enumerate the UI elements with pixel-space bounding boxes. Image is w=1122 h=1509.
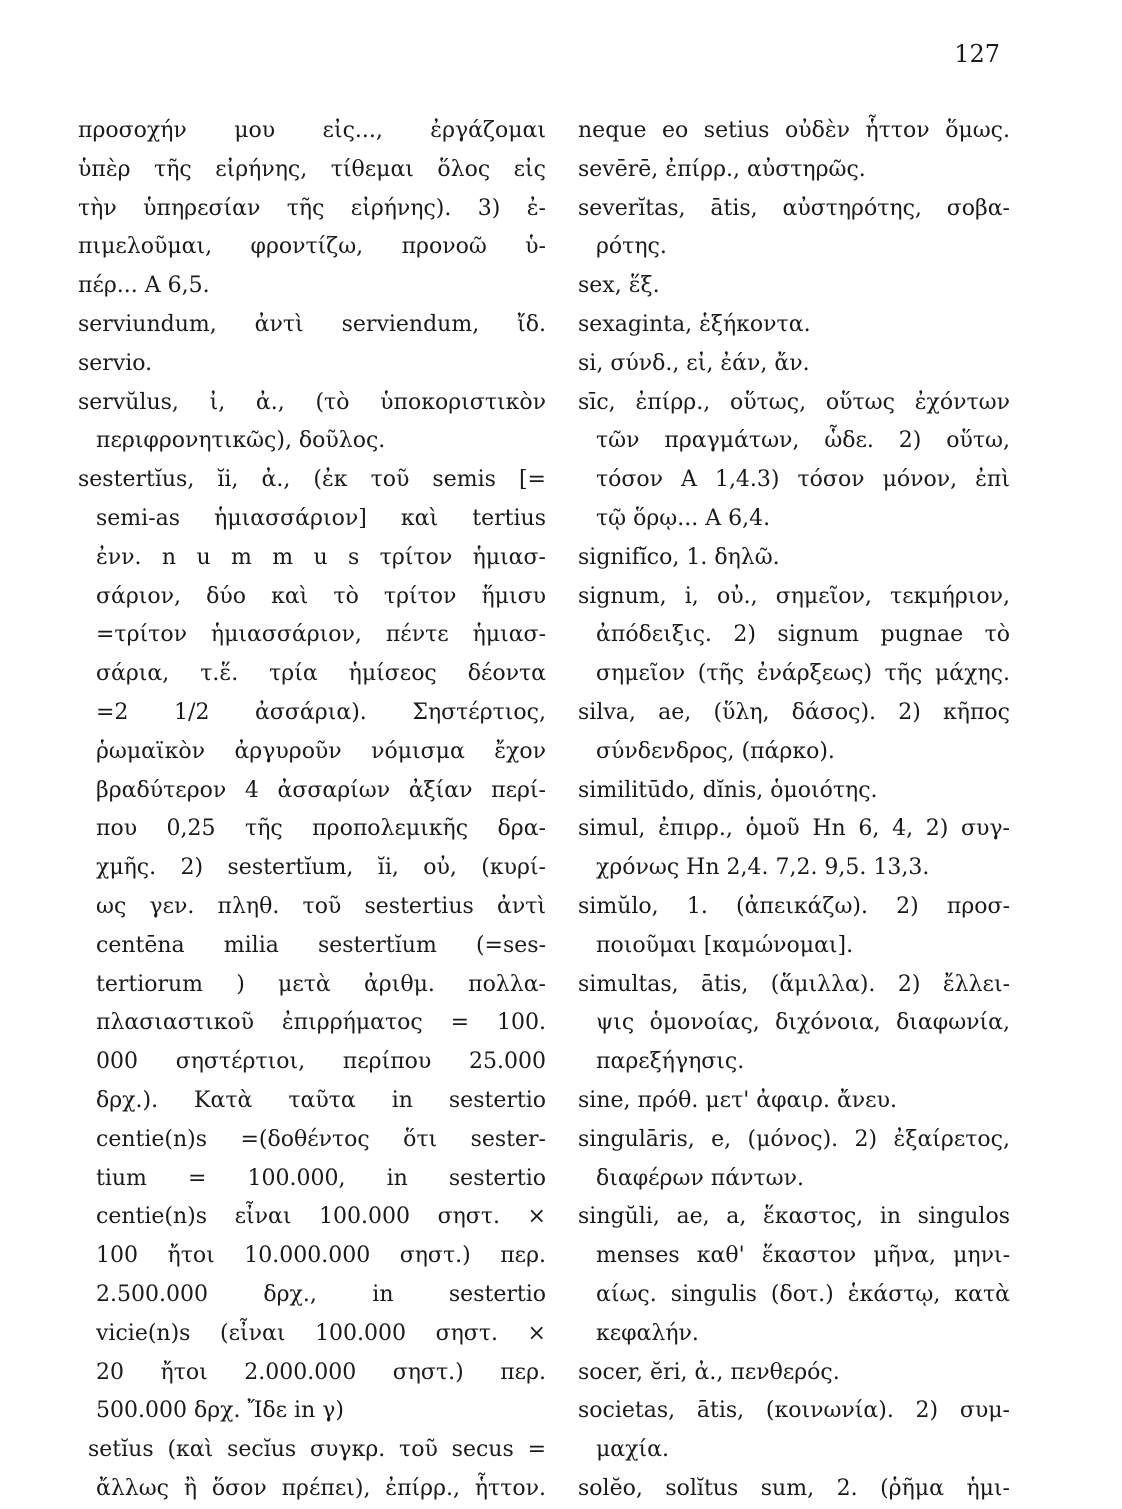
right-line-26: sine, πρόθ. μετ' ἀφαιρ. ἄνευ.	[578, 1087, 897, 1113]
right-line-21: simŭlo, 1. (ἀπεικάζω). 2) προσ-	[578, 893, 1010, 919]
left-line-20: χμῆς. 2) sestertĭum, ĭi, οὐ, (κυρί-	[96, 855, 546, 881]
right-line-14: ἀπόδειξις. 2) signum pugnae τὸ	[596, 622, 1010, 648]
right-line-30: menses καθ' ἕκαστον μῆνα, μηνι-	[596, 1243, 1010, 1269]
right-line-5: sex, ἕξ.	[578, 273, 660, 299]
left-line-8: servŭlus, ἰ, ἀ., (τὸ ὑποκοριστικὸν	[78, 389, 546, 415]
right-line-32: κεφαλήν.	[596, 1320, 699, 1346]
left-line-17: ῥωμαϊκὸν ἀργυροῦν νόμισμα ἔχον	[96, 738, 546, 764]
right-line-24: ψις ὁμονοίας, διχόνοια, διαφωνία,	[596, 1010, 1010, 1036]
left-line-9: περιφρονητικῶς), δοῦλος.	[96, 428, 386, 454]
left-line-22: centēna milia sestertĭum (=ses-	[96, 932, 546, 958]
right-line-20: χρόνως Ηn 2,4. 7,2. 9,5. 13,3.	[596, 855, 930, 881]
left-line-6: serviundum, ἀντὶ serviendum, ἴδ.	[78, 311, 546, 337]
left-line-23: tertiorum ) μετὰ ἀριθμ. πολλα-	[96, 971, 546, 997]
left-line-32: vicie(n)s (εἶναι 100.000 σηστ. ×	[96, 1320, 546, 1346]
left-line-7: servio.	[78, 350, 153, 376]
right-line-11: τῷ ὅρῳ... Α 6,4.	[596, 505, 771, 531]
right-line-34: societas, ātis, (κοινωνία). 2) συμ-	[578, 1398, 1010, 1424]
right-line-8: sīc, ἐπίρρ., οὕτως, οὕτως ἐχόντων	[578, 389, 1010, 415]
left-line-4: πιμελοῦμαι, φροντίζω, προνοῶ ὑ-	[78, 234, 546, 260]
left-line-35: setĭus (καὶ secĭus συγκρ. τοῦ secus =	[88, 1437, 546, 1463]
right-line-29: singŭli, ae, a, ἕκαστος, in singulos	[578, 1204, 1010, 1230]
right-line-10: τόσον Α 1,4.3) τόσον μόνον, ἐπὶ	[596, 467, 1010, 493]
right-line-19: simul, ἐπιρρ., ὁμοῦ Ηn 6, 4, 2) συγ-	[578, 816, 1010, 842]
right-line-36: solĕo, solĭtus sum, 2. (ῥῆμα ἡμι-	[578, 1475, 1010, 1501]
left-line-36: ἄλλως ἢ ὅσον πρέπει), ἐπίρρ., ἧττον.	[96, 1475, 546, 1501]
left-line-19: που 0,25 τῆς προπολεμικῆς δρα-	[96, 816, 546, 842]
right-line-12: signifĭco, 1. δηλῶ.	[578, 544, 780, 570]
left-line-3: τὴν ὑπηρεσίαν τῆς εἰρήνης). 3) ἐ-	[78, 195, 546, 221]
left-line-21: ως γεν. πληθ. τοῦ sestertius ἀντὶ	[96, 893, 546, 919]
right-line-3: severĭtas, ātis, αὐστηρότης, σοβα-	[578, 195, 1010, 221]
right-line-13: signum, i, οὐ., σημεῖον, τεκμήριον,	[578, 583, 1010, 609]
page-number: 127	[954, 40, 1000, 68]
right-line-7: si, σύνδ., εἰ, ἐάν, ἄν.	[578, 350, 810, 376]
right-line-28: διαφέρων πάντων.	[596, 1165, 804, 1191]
left-line-18: βραδύτερον 4 ἀσσαρίων ἀξίαν περί-	[96, 777, 546, 803]
left-line-11: semi-as ἡμιασσάριον] καὶ tertius	[96, 505, 546, 531]
right-line-9: τῶν πραγμάτων, ὧδε. 2) οὕτω,	[596, 428, 1010, 454]
right-line-17: σύνδενδρος, (πάρκο).	[596, 738, 835, 764]
right-line-4: ρότης.	[596, 234, 667, 260]
left-line-26: δρχ.). Κατὰ ταῦτα in sestertio	[96, 1087, 546, 1113]
left-line-29: centie(n)s εἶναι 100.000 σηστ. ×	[96, 1204, 546, 1230]
left-line-25: 000 σηστέρτιοι, περίπου 25.000	[96, 1049, 546, 1075]
right-column	[578, 112, 1010, 1509]
right-line-31: αίως. singulis (δοτ.) ἑκάστῳ, κατὰ	[596, 1281, 1010, 1307]
right-line-35: μαχία.	[596, 1437, 669, 1463]
left-line-13: σάριον, δύο καὶ τὸ τρίτον ἥμισυ	[96, 583, 546, 609]
left-line-5: πέρ... Α 6,5.	[78, 273, 210, 299]
left-line-15: σάρια, τ.ἕ. τρία ἡμίσεος δέοντα	[96, 661, 546, 687]
right-line-6: sexaginta, ἑξήκοντα.	[578, 311, 811, 337]
right-line-27: singulāris, e, (μόνος). 2) ἐξαίρετος,	[578, 1126, 1010, 1152]
left-line-16: =2 1/2 ἀσσάρια). Σηστέρτιος,	[96, 699, 546, 725]
right-line-15: σημεῖον (τῆς ἐνάρξεως) τῆς μάχης.	[596, 661, 1010, 687]
left-line-14: =τρίτον ἡμιασσάριον, πέντε ἡμιασ-	[96, 622, 546, 648]
left-line-28: tium = 100.000, in sestertio	[96, 1165, 546, 1191]
right-line-16: silva, ae, (ὕλη, δάσος). 2) κῆπος	[578, 699, 1010, 725]
left-line-24: πλασιαστικοῦ ἐπιρρήματος = 100.	[96, 1010, 546, 1036]
left-line-30: 100 ἤτοι 10.000.000 σηστ.) περ.	[96, 1243, 546, 1269]
right-line-18: similitūdo, dĭnis, ὁμοιότης.	[578, 777, 878, 803]
left-line-12: ἐνν. n u m m u s τρίτον ἡμιασ-	[96, 544, 546, 570]
right-line-23: simultas, ātis, (ἅμιλλα). 2) ἔλλει-	[578, 971, 1010, 997]
left-line-31: 2.500.000 δρχ., in sestertio	[96, 1281, 546, 1307]
right-line-2: sevērē, ἐπίρρ., αὐστηρῶς.	[578, 156, 866, 182]
left-column	[78, 112, 546, 1509]
left-line-33: 20 ἤτοι 2.000.000 σηστ.) περ.	[96, 1359, 546, 1385]
left-line-1: προσοχήν μου εἰς..., ἐργάζομαι	[78, 118, 546, 143]
right-line-33: socer, ĕri, ἀ., πενθερός.	[578, 1359, 840, 1385]
left-line-27: centie(n)s =(δοθέντος ὅτι sester-	[96, 1126, 546, 1152]
right-line-22: ποιοῦμαι [καμώνομαι].	[596, 932, 854, 958]
right-line-1: neque eo setius οὐδὲν ἧττον ὅμως.	[578, 118, 1010, 143]
left-line-34: 500.000 δρχ. Ἴδε in γ)	[96, 1398, 344, 1424]
left-line-10: sestertĭus, ĭi, ἀ., (ἐκ τοῦ semis [=	[78, 467, 546, 493]
left-line-2: ὑπὲρ τῆς εἰρήνης, τίθεμαι ὅλος εἰς	[78, 156, 546, 182]
right-line-25: παρεξήγησις.	[596, 1049, 745, 1075]
